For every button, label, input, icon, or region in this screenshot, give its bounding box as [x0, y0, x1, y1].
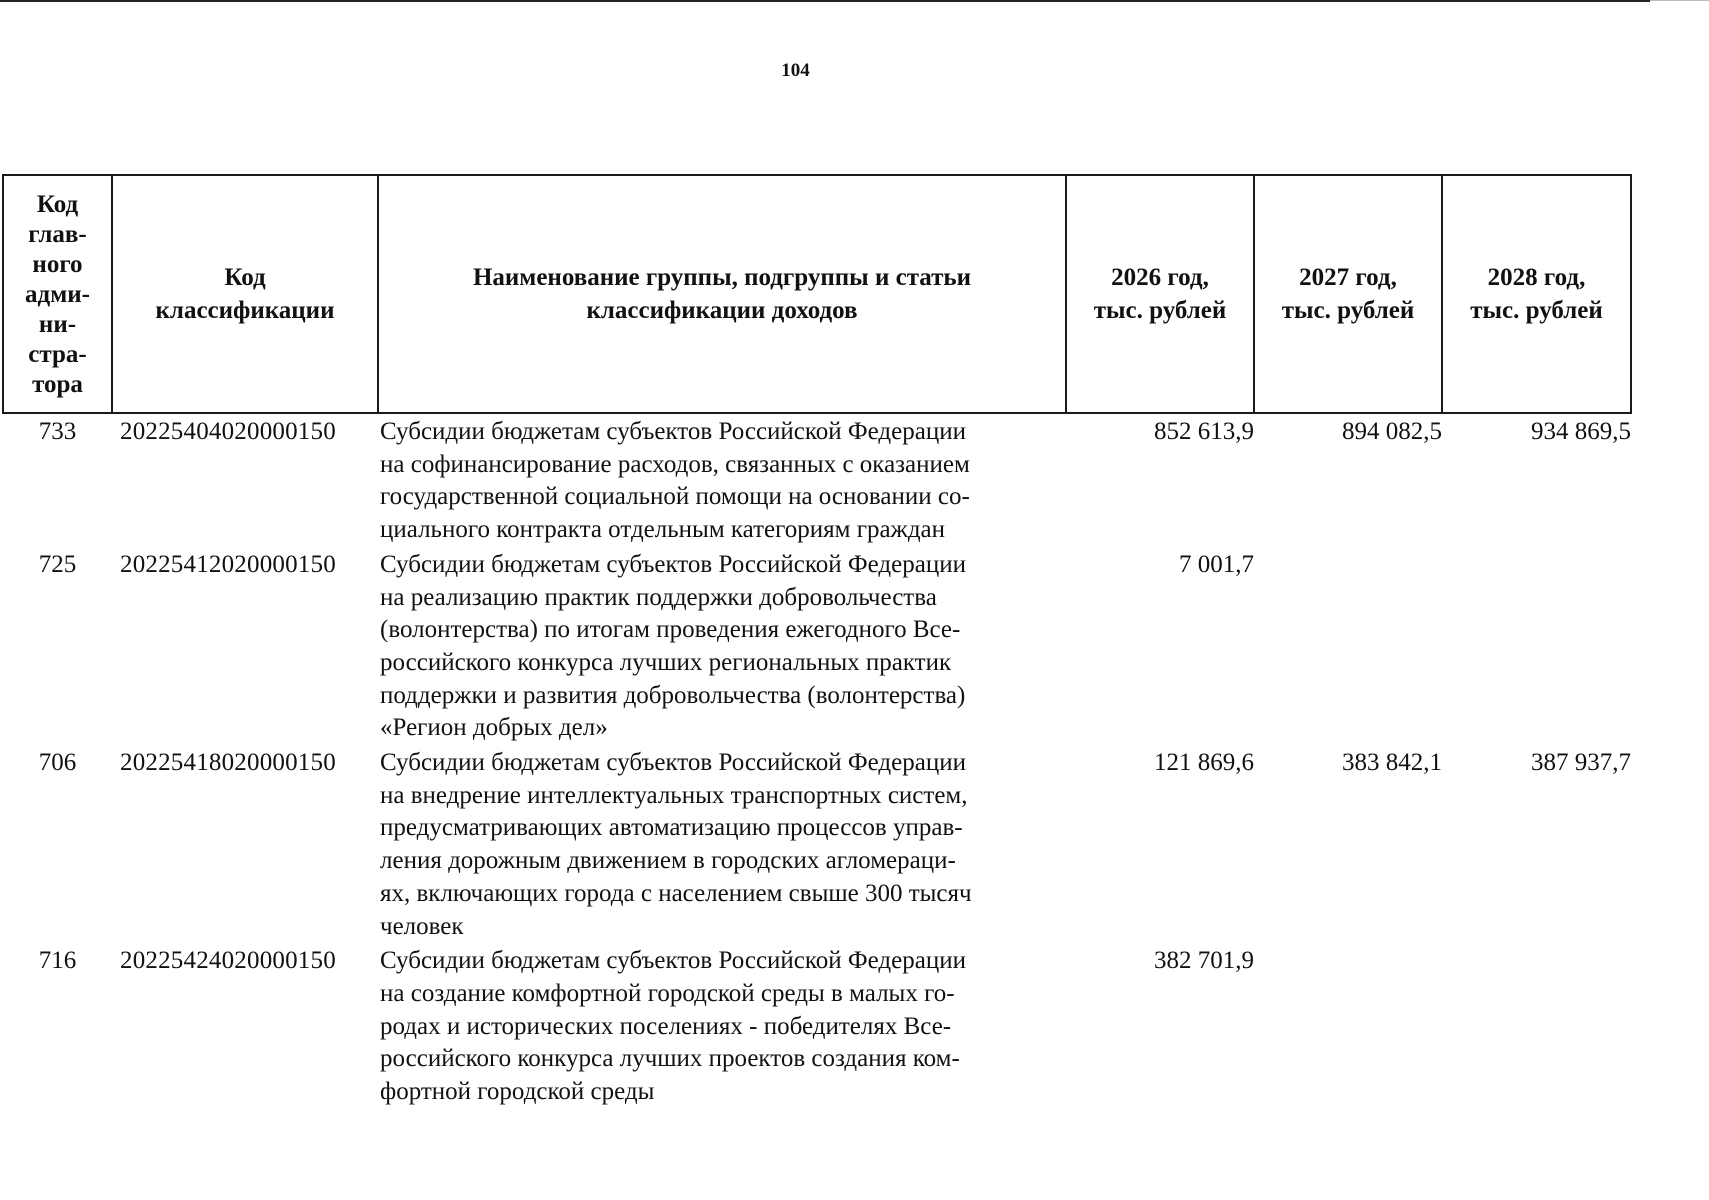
admin-code-cell: 725 [38, 550, 77, 578]
revenue-name-cell: Субсидии бюджетам субъектов Российской Федерации на внедрение интеллектуальных транспортных систем, предусматривающих автоматизацию процессов управ- ления дорожным движением в городских агломераци- ях, включающих города с населением свыше 300 тысяч человек [380, 749, 972, 940]
table-row [3, 745, 1631, 943]
classification-code-cell: 20225412020000150 [120, 550, 336, 578]
revenue-name-cell: Субсидии бюджетам субъектов Российской Федерации на реализацию практик поддержки добровольчества (волонтерства) по итогам проведения ежегодного Все- российского конкурса лучших региональных практик поддержки и развития добровольчества (волонтерства) «Регион добрых дел» [380, 550, 966, 742]
table-row [3, 547, 1631, 745]
amount-2028-cell [1442, 943, 1631, 1109]
revenue-classification-table [2, 174, 1632, 1109]
amount-2026-cell: 7 001,7 [1179, 550, 1254, 578]
top-border-rule-faint [1650, 0, 1709, 1]
table-row [3, 943, 1631, 1109]
amount-2027-cell: 894 082,5 [1342, 418, 1442, 445]
header-classification-code: Код классификации [112, 175, 378, 413]
table-header [3, 175, 1631, 413]
classification-code-cell: 20225424020000150 [120, 947, 336, 975]
table-row [3, 413, 1631, 547]
amount-2026-cell: 382 701,9 [1154, 947, 1254, 975]
revenue-name-cell: Субсидии бюджетам субъектов Российской Федерации на создание комфортной городской среды в малых го- родах и исторических поселениях - победителях Все- российского конкурса лучших проектов создания ком- фортной городской среды [380, 947, 966, 1106]
amount-2026-cell: 121 869,6 [1154, 749, 1254, 777]
classification-code-cell: 20225418020000150 [120, 749, 336, 777]
header-admin-code: Код глав- ного адми- ни- стра- тора [3, 175, 112, 413]
header-year-2028: 2028 год, тыс. рублей [1442, 175, 1631, 413]
admin-code-cell: 733 [38, 418, 77, 445]
amount-2026-cell: 852 613,9 [1154, 418, 1254, 445]
header-year-2026: 2026 год, тыс. рублей [1066, 175, 1254, 413]
table-body [3, 413, 1631, 1109]
amount-2027-cell: 383 842,1 [1342, 749, 1442, 777]
classification-code-cell: 20225404020000150 [120, 418, 336, 445]
amount-2027-cell [1254, 547, 1442, 745]
amount-2027-cell [1254, 943, 1442, 1109]
amount-2028-cell: 934 869,5 [1531, 418, 1631, 445]
page-number: 104 [781, 60, 810, 81]
header-year-2027: 2027 год, тыс. рублей [1254, 175, 1442, 413]
header-revenue-name: Наименование группы, подгруппы и статьи классификации доходов [378, 175, 1066, 413]
admin-code-cell: 706 [38, 749, 77, 777]
amount-2028-cell: 387 937,7 [1531, 749, 1631, 777]
top-border-rule [0, 0, 1650, 2]
admin-code-cell: 716 [38, 947, 77, 975]
amount-2028-cell [1442, 547, 1631, 745]
revenue-name-cell: Субсидии бюджетам субъектов Российской Федерации на софинансирование расходов, связанных с оказанием государственной социальной помощи на основании со- циального контракта отдельным категориям граждан [380, 418, 970, 544]
header-row [3, 175, 1631, 413]
